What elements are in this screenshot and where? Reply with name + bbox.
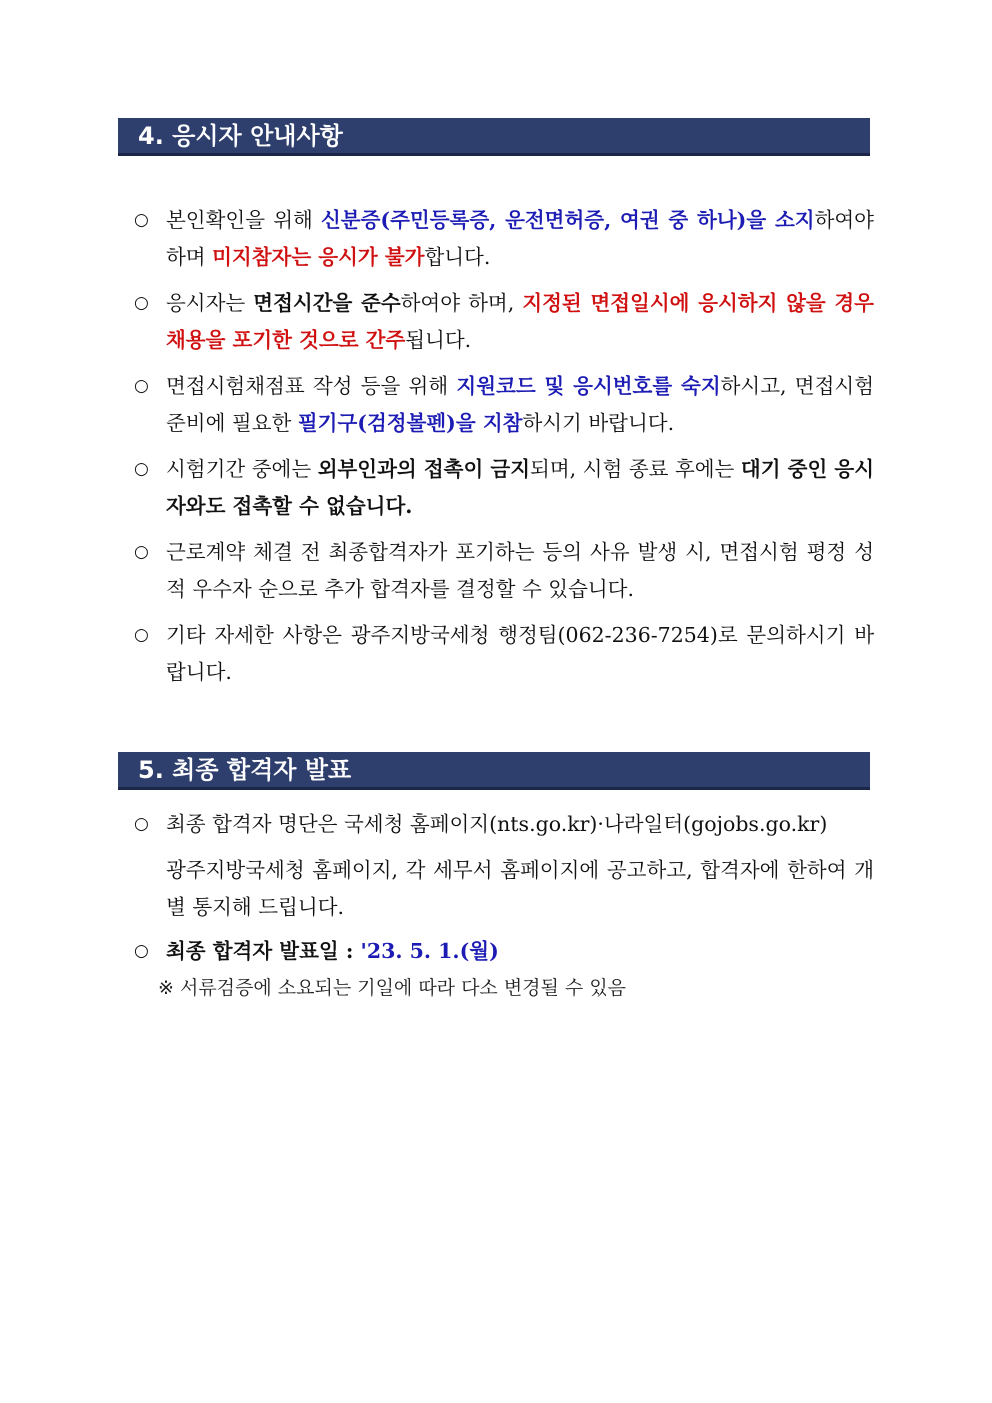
bullet-icon: ○ xyxy=(134,542,149,562)
section-5-header xyxy=(118,752,870,790)
item-continuation xyxy=(166,852,874,926)
item-text: 하시기 바랍니다. xyxy=(522,411,675,435)
highlight-red: 지정된 면접일시에 응시하지 않을 경우 채용을 포기한 것으로 간주 xyxy=(166,291,874,352)
item-text: 면접시험채점표 작성 등을 위해 xyxy=(166,374,457,398)
bullet-icon: ○ xyxy=(134,376,149,396)
list-item xyxy=(134,285,874,359)
item-text: 하여야 하며 xyxy=(166,208,874,269)
list-item xyxy=(134,368,874,442)
item-text: 합니다. xyxy=(424,245,491,269)
section-5-title: 5. 최종 합격자 발표 xyxy=(138,756,352,784)
highlight-bold: 대기 중인 응시자와도 접촉할 수 없습니다. xyxy=(166,457,875,518)
item-text: 되며, 시험 종료 후에는 xyxy=(530,457,741,481)
item-text: 하여야 하며, xyxy=(400,291,523,315)
bullet-icon: ○ xyxy=(134,210,149,230)
bullet-icon: ○ xyxy=(134,814,149,834)
list-item xyxy=(134,806,874,843)
highlight-bold: 면접시간을 준수 xyxy=(253,291,401,315)
highlight-blue: 신분증(주민등록증, 운전면허증, 여권 중 하나)을 소지 xyxy=(321,208,815,232)
item-text: 최종 합격자 명단은 국세청 홈페이지(nts.go.kr)·나라일터(gojobs.go.kr) xyxy=(166,812,828,836)
announcement-date: '23. 5. 1.(월) xyxy=(360,939,499,963)
announcement-label: 최종 합격자 발표일 : xyxy=(166,939,361,963)
list-item xyxy=(134,202,874,276)
highlight-red: 미지참자는 응시가 불가 xyxy=(212,245,425,269)
item-text: 응시자는 xyxy=(166,291,254,315)
item-text: 하시고, 면접시험 준비에 필요한 xyxy=(166,374,875,435)
item-text: 됩니다. xyxy=(405,328,472,352)
bullet-icon: ○ xyxy=(134,941,149,961)
item-text: 기타 자세한 사항은 광주지방국세청 행정팀(062-236-7254)로 문의하시기 바랍니다. xyxy=(166,623,874,684)
bullet-icon: ○ xyxy=(134,625,149,645)
section-4-header xyxy=(118,118,870,156)
item-text: 시험기간 중에는 xyxy=(166,457,318,481)
list-item xyxy=(134,933,874,970)
list-item xyxy=(134,451,874,525)
item-text: 광주지방국세청 홈페이지, 각 세무서 홈페이지에 공고하고, 합격자에 한하여 개별 통지해 드립니다. xyxy=(166,858,874,919)
list-item xyxy=(134,617,874,691)
list-item xyxy=(134,534,874,608)
highlight-blue: 지원코드 및 응시번호를 숙지 xyxy=(456,374,721,398)
highlight-blue: 필기구(검정볼펜)을 지참 xyxy=(297,411,523,435)
footnote: ※ 서류검증에 소요되는 기일에 따라 다소 변경될 수 있음 xyxy=(158,977,627,999)
highlight-bold: 외부인과의 접촉이 금지 xyxy=(317,457,531,481)
bullet-icon: ○ xyxy=(134,293,149,313)
section-4-title: 4. 응시자 안내사항 xyxy=(138,122,343,150)
item-text: 근로계약 체결 전 최종합격자가 포기하는 등의 사유 발생 시, 면접시험 평정 성적 우수자 순으로 추가 합격자를 결정할 수 있습니다. xyxy=(166,540,874,601)
item-text: 본인확인을 위해 xyxy=(166,208,321,232)
bullet-icon: ○ xyxy=(134,459,149,479)
